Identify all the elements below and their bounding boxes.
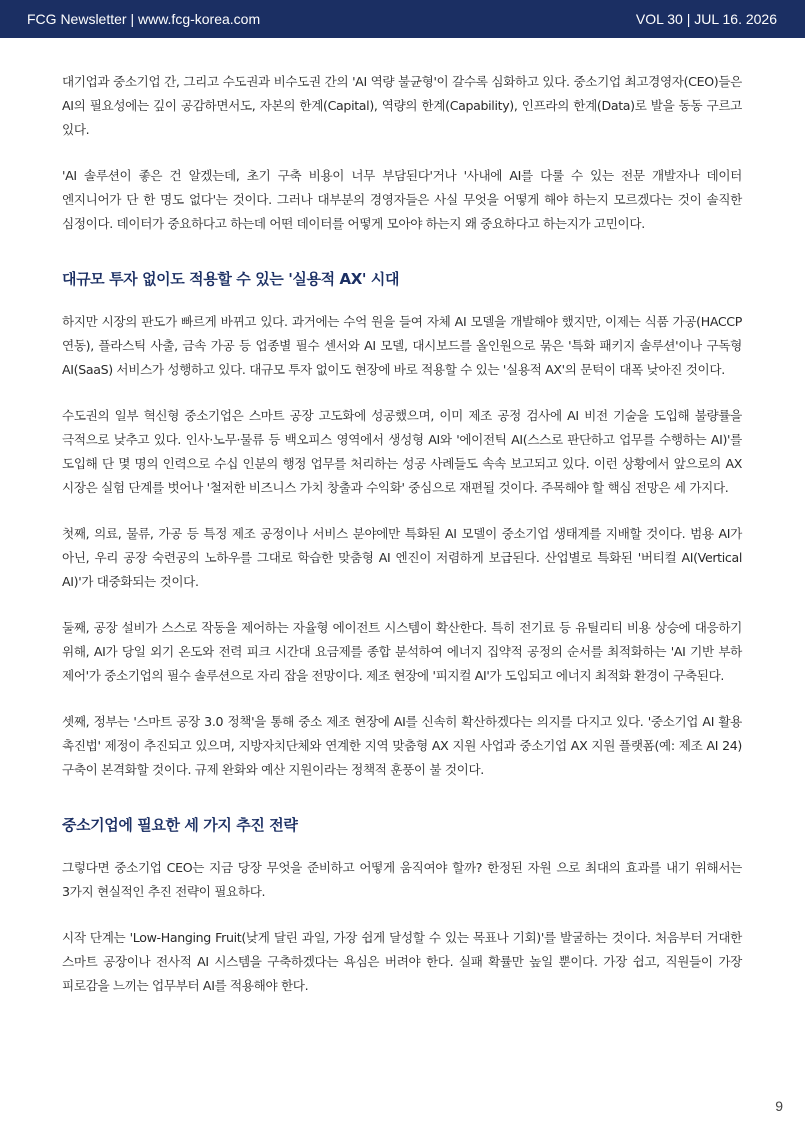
page-number: 9: [775, 1098, 783, 1114]
newsletter-site-label: FCG Newsletter | www.fcg-korea.com: [27, 11, 261, 27]
paragraph: 하지만 시장의 판도가 빠르게 바뀌고 있다. 과거에는 수억 원을 들여 자체 AI 모델을 개발해야 했지만, 이제는 식품 가공(HACCP 연동), 플라스틱 사출, 금속 가공 등 업종별 필수 센서와 AI 모델, 대시보드를 올인원으로 묶은 '특화 패키지 솔루션'이나 구독형 AI(SaaS) 서비스가 성행하고 있다. 대규모 투자 없이도 현장에 바로 적용할 수 있는 '실용적 AX'의 문턱이 대폭 낮아진 것이다.: [62, 314, 742, 377]
paragraph: 셋째, 정부는 '스마트 공장 3.0 정책'을 통해 중소 제조 현장에 AI를 신속히 확산하겠다는 의지를 다지고 있다. '중소기업 AI 활용 촉진법' 제정이 추진되고 있으며, 지방자치단체와 연계한 지역 맞춤형 AX 지원 사업과 중소기업 AX 지원 플랫폼(예: 제조 AI 24) 구축이 본격화할 것이다. 규제 완화와 예산 지원이라는 정책적 훈풍이 불 것이다.: [62, 714, 742, 777]
paragraph: 첫째, 의료, 물류, 가공 등 특정 제조 공정이나 서비스 분야에만 특화된 AI 모델이 중소기업 생태계를 지배할 것이다. 범용 AI가 아닌, 우리 공장 숙련공의 노하우를 그대로 학습한 맞춤형 AI 엔진이 저렴하게 보급된다. 산업별로 특화된 '버티컬 AI(Vertical AI)'가 대중화되는 것이다.: [62, 526, 742, 589]
paragraph: 둘째, 공장 설비가 스스로 작동을 제어하는 자율형 에이전트 시스템이 확산한다. 특히 전기료 등 유틸리티 비용 상승에 대응하기 위해, AI가 당일 외기 온도와 전력 피크 시간대 요금제를 종합 분석하여 에너지 집약적 공정의 순서를 최적화하는 'AI 기반 부하 제어'가 중소기업의 필수 솔루션으로 자리 잡을 전망이다. 제조 현장에 '피지컬 AI'가 도입되고 에너지 최적화 환경이 구축된다.: [62, 620, 742, 683]
paragraph: 수도권의 일부 혁신형 중소기업은 스마트 공장 고도화에 성공했으며, 이미 제조 공정 검사에 AI 비전 기술을 도입해 불량률을 극적으로 낮추고 있다. 인사·노무·물류 등 백오피스 영역에서 생성형 AI와 '에이전틱 AI(스스로 판단하고 업무를 수행하는 AI)'를 도입해 단 몇 명의 인력으로 수십 인분의 행정 업무를 처리하는 성공 사례들도 속속 보고되고 있다. 이런 상황에서 앞으로의 AX 시장은 실험 단계를 벗어나 '철저한 비즈니스 가치 창출과 수익화' 중심으로 재편될 것이다. 주목해야 할 핵심 전망은 세 가지다.: [62, 408, 742, 495]
paragraph: 'AI 솔루션이 좋은 건 알겠는데, 초기 구축 비용이 너무 부담된다'거나 '사내에 AI를 다룰 수 있는 전문 개발자나 데이터 엔지니어가 단 한 명도 없다'는 것이다. 그러나 대부분의 경영자들은 사실 무엇을 어떻게 해야 하는지 모르겠다는 것이 솔직한 심정이다. 데이터가 중요하다고 하는데 어떤 데이터를 어떻게 모아야 하는지 왜 중요하다고 하는지가 고민이다.: [62, 168, 742, 231]
section-heading: 대규모 투자 없이도 적용할 수 있는 '실용적 AX' 시대: [62, 270, 400, 288]
issue-date-label: VOL 30 | JUL 16. 2026: [635, 11, 777, 27]
section-heading: 중소기업에 필요한 세 가지 추진 전략: [62, 816, 298, 834]
article-body: [62, 70, 742, 1020]
paragraph: 그렇다면 중소기업 CEO는 지금 당장 무엇을 준비하고 어떻게 움직여야 할까? 한정된 자원 으로 최대의 효과를 내기 위해서는 3가지 현실적인 추진 전략이 필요하다.: [62, 860, 742, 899]
newsletter-header-bar: [0, 0, 805, 38]
paragraph: 시작 단계는 'Low-Hanging Fruit(낮게 달린 과일, 가장 쉽게 달성할 수 있는 목표나 기회)'를 발굴하는 것이다. 처음부터 거대한 스마트 공장이나 전사적 AI 시스템을 구축하겠다는 욕심은 버려야 한다. 실패 확률만 높일 뿐이다. 가장 쉽고, 직원들이 가장 피로감을 느끼는 업무부터 AI를 적용해야 한다.: [62, 930, 742, 993]
paragraph: 대기업과 중소기업 간, 그리고 수도권과 비수도권 간의 'AI 역량 불균형'이 갈수록 심화하고 있다. 중소기업 최고경영자(CEO)들은 AI의 필요성에는 깊이 공감하면서도, 자본의 한계(Capital), 역량의 한계(Capability), 인프라의 한계(Data)로 발을 동동 구르고 있다.: [62, 74, 742, 137]
